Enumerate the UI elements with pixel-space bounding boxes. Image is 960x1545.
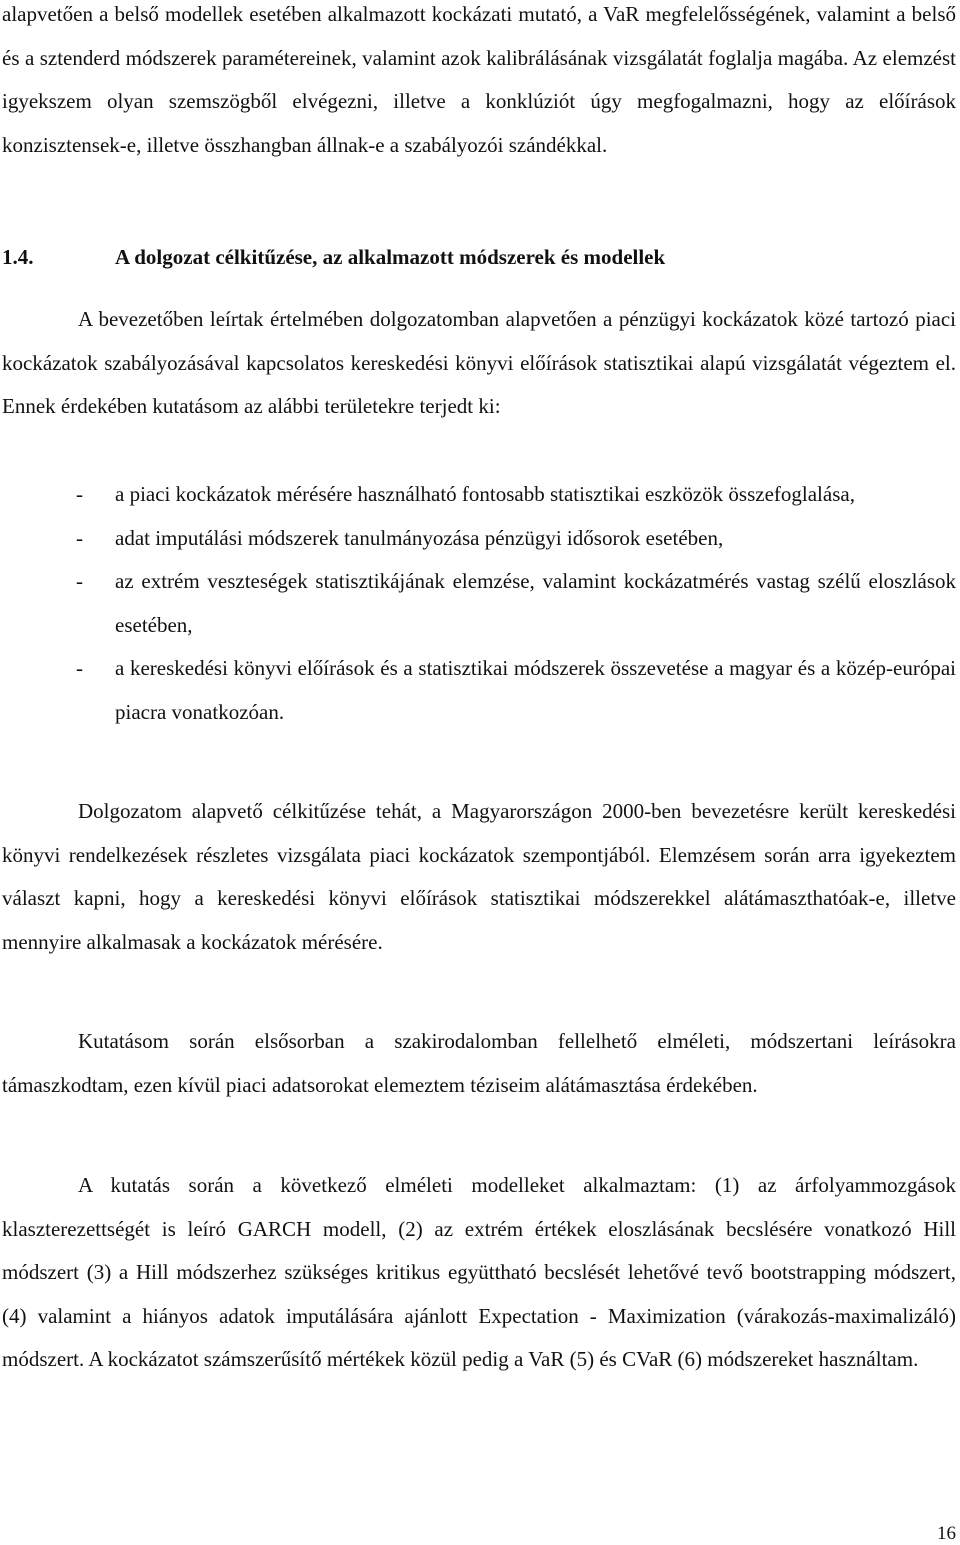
- paragraph-literature: Kutatásom során elsősorban a szakirodalomban fellelhető elméleti, módszertani leírásokra támaszkodtam, ezen kívül piaci adatsorokat elemeztem téziseim alátámasztása érdekében.: [2, 1029, 956, 1097]
- bullet-dash: -: [76, 482, 83, 506]
- list-item-text: az extrém veszteségek statisztikájának elemzése, valamint kockázatmérés vastag szélű eloszlások esetében,: [115, 569, 956, 637]
- page-number: 16: [937, 1523, 956, 1544]
- list-item-text: adat imputálási módszerek tanulmányozása pénzügyi idősorok esetében,: [115, 525, 724, 550]
- list-item-text: a piaci kockázatok mérésére használható fontosabb statisztikai eszközök összefoglalása,: [115, 482, 855, 506]
- list-item: [2, 517, 956, 561]
- section-number: 1.4.: [2, 245, 34, 269]
- bullet-dash: -: [76, 569, 83, 594]
- bullet-dash: -: [76, 656, 83, 681]
- bullet-dash: -: [76, 525, 83, 550]
- list-item: [2, 473, 956, 517]
- research-areas-list: [2, 473, 956, 735]
- paragraph-main-objective: Dolgozatom alapvető célkitűzése tehát, a Magyarországon 2000-ben bevezetésre került kereskedési könyvi rendelkezések részletes vizsgálata piaci kockázatok szempontjából. Elemzésem során arra igyekeztem választ kapni, hogy a kereskedési könyvi előírások statisztikai módszerekkel alátámaszthatóak-e, illetve mennyire alkalmasak a kockázatok mérésére.: [2, 799, 956, 954]
- list-item: [2, 647, 956, 734]
- list-item: [2, 560, 956, 647]
- section-title: A dolgozat célkitűzése, az alkalmazott módszerek és modellek: [115, 245, 666, 269]
- intro-paragraph: alapvetően a belső modellek esetében alkalmazott kockázati mutató, a VaR megfelelősségének, valamint a belső és a sztenderd módszerek paramétereinek, valamint azok kalibrálásának vizsgálatát foglalja magába. Az elemzést igyekszem olyan szemszögből elvégezni, illetve a konklúziót úgy megfogalmazni, hogy az előírások konzisztensek-e, illetve összhangban állnak-e a szabályozói szándékkal.: [2, 2, 956, 157]
- paragraph-models: A kutatás során a következő elméleti modelleket alkalmaztam: (1) az árfolyammozgások klaszterezettségét is leíró GARCH modell, (2) az extrém értékek eloszlásának becslésére vonatkozó Hill módszert (3) a Hill módszerhez szükséges kritikus együttható becslését lehetővé tevő bootstrapping módszert, (4) valamint a hiányos adatok imputálására ajánlott Expectation - Maximization (várakozás-maximalizáló) módszert. A kockázatot számszerűsítő mértékek közül pedig a VaR (5) és CVaR (6) módszereket használtam.: [2, 1173, 956, 1372]
- section-heading: [2, 236, 956, 280]
- list-item-text: a kereskedési könyvi előírások és a statisztikai módszerek összevetése a magyar és a közép-európai piacra vonatkozóan.: [115, 656, 956, 724]
- paragraph-research-scope: A bevezetőben leírtak értelmében dolgozatomban alapvetően a pénzügyi kockázatok közé tartozó piaci kockázatok szabályozásával kapcsolatos kereskedési könyvi előírások statisztikai alapú vizsgálatát végeztem el. Ennek érdekében kutatásom az alábbi területekre terjedt ki:: [2, 307, 956, 419]
